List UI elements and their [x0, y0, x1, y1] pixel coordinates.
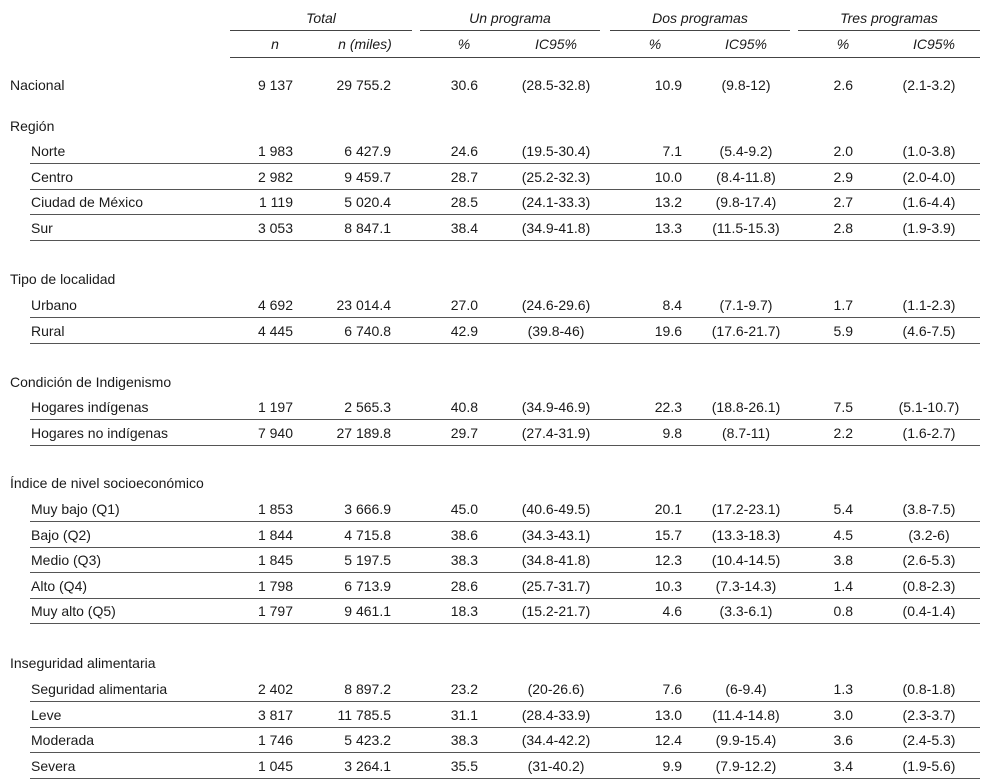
- table-cell: 1 845: [257, 552, 293, 568]
- table-cell: 2.7: [833, 194, 853, 210]
- row-rule: [30, 521, 980, 522]
- table-cell: (17.2-23.1): [711, 501, 781, 517]
- table-cell: (40.6-49.5): [521, 501, 591, 517]
- table-cell: (34.4-42.2): [521, 732, 591, 748]
- row-rule: [30, 547, 980, 548]
- table-cell: 13.0: [654, 706, 682, 723]
- table-cell: (1.6-2.7): [902, 424, 956, 441]
- table-cell: 18.3: [450, 603, 478, 619]
- row-label: Urbano: [31, 297, 77, 313]
- table-cell: (5.1-10.7): [898, 399, 960, 415]
- table-cell: 6 740.8: [344, 322, 391, 339]
- table-cell: (9.9-15.4): [715, 732, 777, 748]
- table-cell: 45.0: [450, 501, 478, 517]
- table-cell: (34.9-46.9): [521, 399, 591, 415]
- table-cell: 4.6: [662, 603, 682, 619]
- table-cell: (13.3-18.3): [711, 526, 781, 543]
- table-cell: 2.0: [833, 143, 853, 159]
- table-cell: (18.8-26.1): [711, 399, 781, 415]
- table-cell: (7.1-9.7): [719, 297, 773, 313]
- section-title: Condición de Indigenismo: [10, 374, 172, 390]
- column-subheader: IC95%: [912, 36, 956, 52]
- row-label: Bajo (Q2): [31, 526, 91, 543]
- table-cell: (0.4-1.4): [902, 603, 956, 619]
- table-cell: 29 755.2: [336, 77, 391, 93]
- table-cell: 0.8: [833, 603, 853, 619]
- table-cell: 2.6: [833, 77, 853, 93]
- row-label: Rural: [31, 322, 65, 339]
- table-cell: 10.3: [654, 577, 682, 594]
- table-cell: 38.4: [450, 219, 478, 236]
- table-cell: 12.3: [654, 552, 682, 568]
- table-cell: 1 197: [257, 399, 293, 415]
- column-subheader: n (miles): [338, 36, 392, 52]
- column-group-rule: [798, 30, 980, 31]
- row-label: Medio (Q3): [31, 552, 102, 568]
- header-bottom-rule: [230, 57, 980, 58]
- table-cell: 22.3: [654, 399, 682, 415]
- table-cell: (11.4-14.8): [712, 706, 780, 723]
- table-cell: 7.5: [833, 399, 853, 415]
- table-cell: 23.2: [450, 681, 478, 697]
- column-group-header: Total: [306, 10, 336, 26]
- table-cell: 1 853: [257, 501, 293, 517]
- table-cell: (3.2-6): [908, 526, 950, 543]
- table-cell: (25.7-31.7): [521, 577, 591, 594]
- table-cell: 10.9: [654, 77, 682, 93]
- table-cell: (1.1-2.3): [902, 297, 956, 313]
- table-cell: (27.4-31.9): [521, 424, 591, 441]
- table-cell: 24.6: [450, 143, 478, 159]
- row-rule: [30, 598, 980, 599]
- table-cell: 4 445: [257, 322, 293, 339]
- table-cell: 5 020.4: [344, 194, 391, 210]
- table-cell: 12.4: [654, 732, 682, 748]
- table-cell: 9 459.7: [344, 168, 391, 185]
- table-cell: 20.1: [654, 501, 682, 517]
- table-cell: 2.9: [833, 168, 853, 185]
- table-cell: 4 692: [257, 297, 293, 313]
- row-label: Ciudad de México: [31, 194, 144, 210]
- table-cell: 3 264.1: [344, 757, 391, 774]
- table-cell: 38.6: [450, 526, 478, 543]
- table-cell: 3.4: [833, 757, 853, 774]
- table-cell: (2.0-4.0): [902, 168, 956, 185]
- table-cell: (25.2-32.3): [521, 168, 591, 185]
- table-cell: 1.4: [833, 577, 853, 594]
- table-cell: (4.6-7.5): [902, 322, 956, 339]
- table-cell: 7.6: [662, 681, 682, 697]
- row-rule: [30, 727, 980, 728]
- table-cell: 4 715.8: [344, 526, 391, 543]
- table-cell: 6 427.9: [344, 143, 391, 159]
- table-cell: 9 461.1: [344, 603, 391, 619]
- table-cell: 3 666.9: [344, 501, 391, 517]
- table-cell: 2.8: [833, 219, 853, 236]
- column-subheader: %: [457, 36, 471, 52]
- table-cell: 27 189.8: [336, 424, 391, 441]
- row-rule: [30, 214, 980, 215]
- table-cell: (19.5-30.4): [521, 143, 591, 159]
- table-cell: 2 982: [257, 168, 293, 185]
- table-cell: (1.9-5.6): [902, 757, 956, 774]
- table-cell: (20-26.6): [527, 681, 585, 697]
- table-cell: (6-9.4): [725, 681, 767, 697]
- column-group-header: Tres programas: [840, 10, 938, 26]
- table-cell: 9.8: [662, 424, 682, 441]
- table-cell: (8.4-11.8): [716, 168, 776, 185]
- table-cell: (7.3-14.3): [715, 577, 777, 594]
- table-cell: (1.9-3.9): [902, 219, 956, 236]
- row-rule: [30, 317, 980, 318]
- column-group-header: Dos programas: [652, 10, 748, 26]
- table-cell: 3.0: [833, 706, 853, 723]
- row-label: Leve: [31, 706, 62, 723]
- table-cell: 29.7: [450, 424, 478, 441]
- table-cell: 5 423.2: [344, 732, 391, 748]
- table-cell: (34.8-41.8): [521, 552, 591, 568]
- table-cell: (7.9-12.2): [715, 757, 777, 774]
- row-rule: [30, 701, 980, 702]
- column-subheader: n: [271, 36, 279, 52]
- table-cell: (10.4-14.5): [711, 552, 781, 568]
- table-cell: 6 713.9: [344, 577, 391, 594]
- table-cell: 13.3: [654, 219, 682, 236]
- table-cell: 1 798: [257, 577, 293, 594]
- table-cell: (0.8-2.3): [902, 577, 956, 594]
- table-cell: (2.6-5.3): [902, 552, 956, 568]
- row-label: Nacional: [10, 77, 65, 93]
- column-group-rule: [230, 30, 412, 31]
- section-title: Inseguridad alimentaria: [10, 655, 156, 671]
- table-cell: (28.5-32.8): [521, 77, 591, 93]
- row-label: Sur: [31, 219, 53, 236]
- row-label: Centro: [31, 168, 74, 185]
- row-rule: [30, 419, 980, 420]
- table-cell: 15.7: [654, 526, 682, 543]
- table-cell: (9.8-12): [721, 77, 771, 93]
- table-cell: 1 045: [257, 757, 293, 774]
- table-cell: 1.7: [833, 297, 853, 313]
- table-cell: 5 197.5: [344, 552, 391, 568]
- table-cell: (11.5-15.3): [712, 219, 780, 236]
- row-label: Severa: [31, 757, 76, 774]
- table-cell: 8.4: [662, 297, 682, 313]
- section-title: Región: [10, 118, 55, 134]
- table-cell: 42.9: [450, 322, 478, 339]
- table-cell: 4.5: [833, 526, 853, 543]
- table-cell: 5.9: [833, 322, 853, 339]
- table-cell: (2.3-3.7): [902, 706, 956, 723]
- column-subheader: IC95%: [534, 36, 578, 52]
- table-cell: 2 565.3: [344, 399, 391, 415]
- table-cell: 23 014.4: [336, 297, 391, 313]
- column-subheader: IC95%: [724, 36, 768, 52]
- row-rule: [30, 778, 980, 779]
- table-cell: (31-40.2): [527, 757, 585, 774]
- table-cell: 8 847.1: [344, 219, 391, 236]
- table-cell: 2 402: [257, 681, 293, 697]
- row-rule: [30, 623, 980, 624]
- row-label: Hogares indígenas: [31, 399, 149, 415]
- table-cell: 3 053: [257, 219, 293, 236]
- table-cell: 10.0: [654, 168, 682, 185]
- column-subheader: %: [836, 36, 850, 52]
- row-rule: [30, 445, 980, 446]
- table-cell: 3 817: [257, 706, 293, 723]
- row-label: Muy bajo (Q1): [31, 501, 120, 517]
- table-cell: (2.1-3.2): [902, 77, 956, 93]
- row-label: Norte: [31, 143, 66, 159]
- table-cell: (1.0-3.8): [902, 143, 956, 159]
- row-rule: [30, 343, 980, 344]
- table-cell: 30.6: [450, 77, 478, 93]
- table-cell: (28.4-33.9): [521, 706, 591, 723]
- column-group-header: Un programa: [469, 10, 551, 26]
- column-subheader: %: [648, 36, 662, 52]
- row-rule: [30, 240, 980, 241]
- table-cell: (17.6-21.7): [711, 322, 781, 339]
- table-cell: 19.6: [654, 322, 682, 339]
- table-cell: 3.8: [833, 552, 853, 568]
- column-group-rule: [420, 30, 600, 31]
- table-cell: (3.3-6.1): [719, 603, 773, 619]
- table-cell: 1 119: [259, 194, 293, 210]
- table-cell: 28.6: [450, 577, 478, 594]
- table-cell: (1.6-4.4): [902, 194, 956, 210]
- table-cell: (2.4-5.3): [902, 732, 956, 748]
- table-cell: (3.8-7.5): [902, 501, 956, 517]
- table-cell: 7 940: [257, 424, 293, 441]
- table-cell: 38.3: [450, 552, 478, 568]
- table-cell: 40.8: [450, 399, 478, 415]
- table-cell: (24.1-33.3): [521, 194, 591, 210]
- table-cell: 9 137: [257, 77, 293, 93]
- table-cell: 5.4: [833, 501, 853, 517]
- row-label: Muy alto (Q5): [31, 603, 116, 619]
- table-cell: 2.2: [833, 424, 853, 441]
- table-cell: 7.1: [662, 143, 682, 159]
- row-label: Alto (Q4): [31, 577, 88, 594]
- table-cell: 1 983: [257, 143, 293, 159]
- row-rule: [30, 189, 980, 190]
- table-cell: (5.4-9.2): [719, 143, 773, 159]
- table-cell: 27.0: [450, 297, 478, 313]
- table-cell: 1 746: [257, 732, 293, 748]
- row-rule: [30, 163, 980, 164]
- table-cell: 3.6: [833, 732, 853, 748]
- column-group-rule: [610, 30, 790, 31]
- table-cell: (24.6-29.6): [521, 297, 591, 313]
- table-cell: 28.7: [450, 168, 478, 185]
- table-cell: (34.3-43.1): [521, 526, 591, 543]
- table-cell: 9.9: [662, 757, 682, 774]
- table-cell: 13.2: [654, 194, 682, 210]
- table-cell: (34.9-41.8): [521, 219, 591, 236]
- table-cell: 28.5: [450, 194, 478, 210]
- table-cell: 38.3: [450, 732, 478, 748]
- row-label: Hogares no indígenas: [31, 424, 168, 441]
- table-cell: 35.5: [450, 757, 478, 774]
- row-rule: [30, 572, 980, 573]
- table-cell: 8 897.2: [344, 681, 391, 697]
- table-cell: 1 844: [257, 526, 293, 543]
- table-cell: (0.8-1.8): [902, 681, 956, 697]
- row-label: Seguridad alimentaria: [31, 681, 168, 697]
- row-rule: [30, 752, 980, 753]
- row-label: Moderada: [31, 732, 95, 748]
- section-title: Tipo de localidad: [10, 271, 116, 287]
- table-cell: 11 785.5: [337, 706, 391, 723]
- table-cell: (15.2-21.7): [521, 603, 591, 619]
- table-cell: (39.8-46): [527, 322, 585, 339]
- table-cell: (9.8-17.4): [715, 194, 777, 210]
- table-cell: 31.1: [450, 706, 478, 723]
- table-cell: 1 797: [257, 603, 293, 619]
- section-title: Índice de nivel socioeconómico: [10, 475, 204, 491]
- table-cell: 1.3: [833, 681, 853, 697]
- table-cell: (8.7-11): [722, 424, 770, 441]
